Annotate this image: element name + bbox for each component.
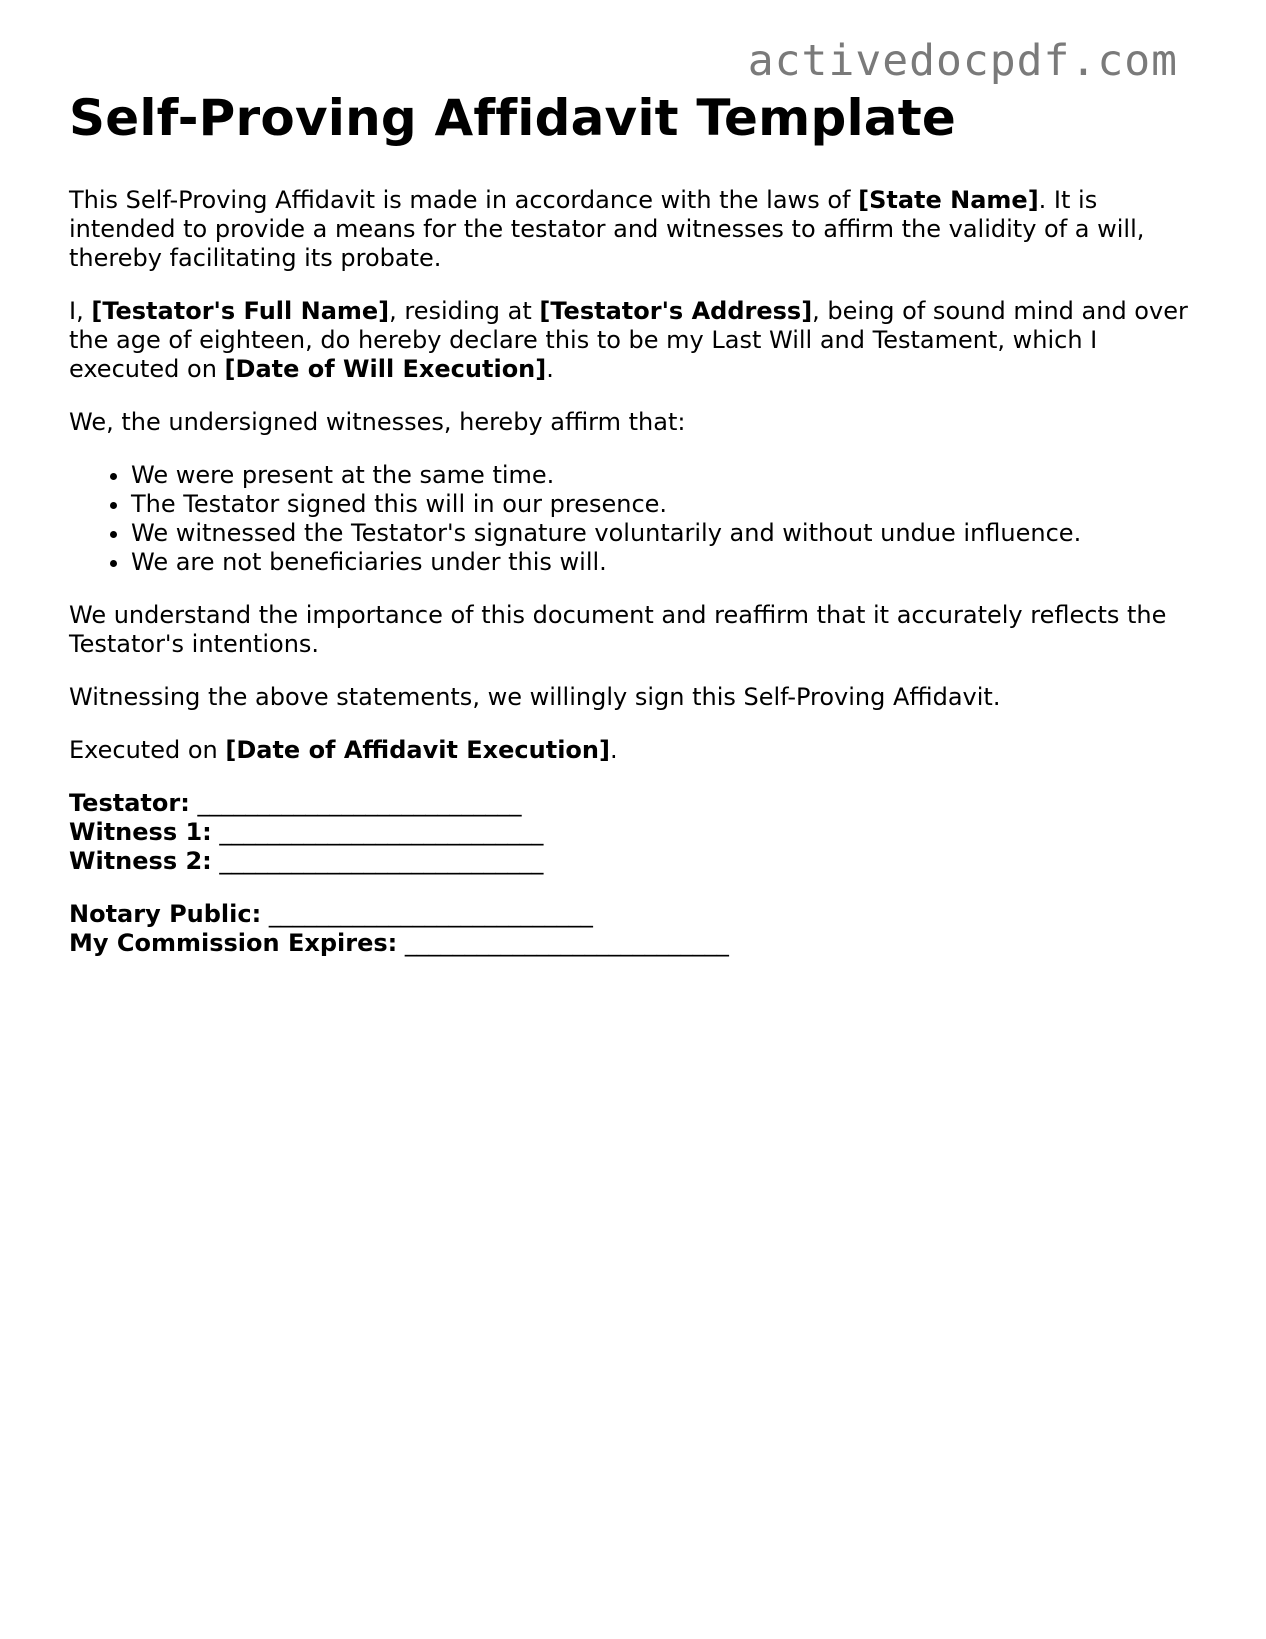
affirmation-list bbox=[69, 461, 1189, 577]
witness1-signature-line bbox=[69, 818, 1189, 847]
testator-name-placeholder: [Testator's Full Name] bbox=[91, 297, 390, 325]
notary-signature-blank: ___________________________ bbox=[268, 900, 593, 928]
affidavit-date-placeholder: [Date of Affidavit Execution] bbox=[225, 736, 610, 764]
witnessing-paragraph: Witnessing the above statements, we willingly sign this Self-Proving Affidavit. bbox=[69, 683, 1001, 711]
document-page bbox=[69, 86, 1189, 982]
intro-text-after: . It is intended to provide a means for the testator and witnesses to affirm the validity of a will, thereby facilitating its probate. bbox=[69, 186, 1145, 272]
witness1-signature-blank: ___________________________ bbox=[219, 818, 544, 846]
state-name-placeholder: [State Name] bbox=[858, 186, 1039, 214]
witness2-label: Witness 2: bbox=[69, 847, 212, 875]
list-item: • We were present at the same time. bbox=[131, 461, 1189, 490]
declaration-text-1: I, bbox=[69, 297, 92, 325]
intro-text-before: This Self-Proving Affidavit is made in accordance with the laws of bbox=[69, 186, 859, 214]
declaration-text-3: , being of sound mind and over the age of eighteen, do hereby declare this to be my Last Will and Testament, which I executed on bbox=[69, 297, 1188, 383]
commission-expires-line bbox=[69, 929, 1189, 958]
witness-intro: We, the undersigned witnesses, hereby affirm that: bbox=[69, 408, 686, 436]
list-item: • The Testator signed this will in our presence. bbox=[131, 490, 1189, 519]
declaration-paragraph bbox=[69, 297, 1189, 384]
executed-paragraph bbox=[69, 736, 1189, 765]
understanding-paragraph: We understand the importance of this document and reaffirm that it accurately reflects the Testator's intentions. bbox=[69, 601, 1167, 658]
testator-signature-line bbox=[69, 789, 1189, 818]
commission-label: My Commission Expires: bbox=[69, 929, 398, 957]
witness1-label: Witness 1: bbox=[69, 818, 212, 846]
executed-text-after: . bbox=[609, 736, 618, 764]
witness2-signature-line bbox=[69, 847, 1189, 876]
list-item: • We are not beneficiaries under this will. bbox=[131, 548, 1189, 577]
notary-block bbox=[69, 900, 1189, 958]
watermark: activedocpdf.com bbox=[747, 36, 1178, 86]
will-date-placeholder: [Date of Will Execution] bbox=[224, 355, 547, 383]
executed-text-before: Executed on bbox=[69, 736, 226, 764]
notary-signature-line bbox=[69, 900, 1189, 929]
declaration-text-4: . bbox=[546, 355, 554, 383]
notary-label: Notary Public: bbox=[69, 900, 262, 928]
declaration-text-2: , residing at bbox=[389, 297, 540, 325]
intro-paragraph bbox=[69, 186, 1189, 273]
testator-label: Testator: bbox=[69, 789, 190, 817]
testator-signature-blank: ___________________________ bbox=[197, 789, 522, 817]
witness2-signature-blank: ___________________________ bbox=[219, 847, 544, 875]
commission-blank: ___________________________ bbox=[404, 929, 729, 957]
signature-block bbox=[69, 789, 1189, 876]
list-item: • We witnessed the Testator's signature voluntarily and without undue influence. bbox=[131, 519, 1189, 548]
testator-address-placeholder: [Testator's Address] bbox=[539, 297, 813, 325]
document-title: Self-Proving Affidavit Template bbox=[69, 89, 956, 147]
